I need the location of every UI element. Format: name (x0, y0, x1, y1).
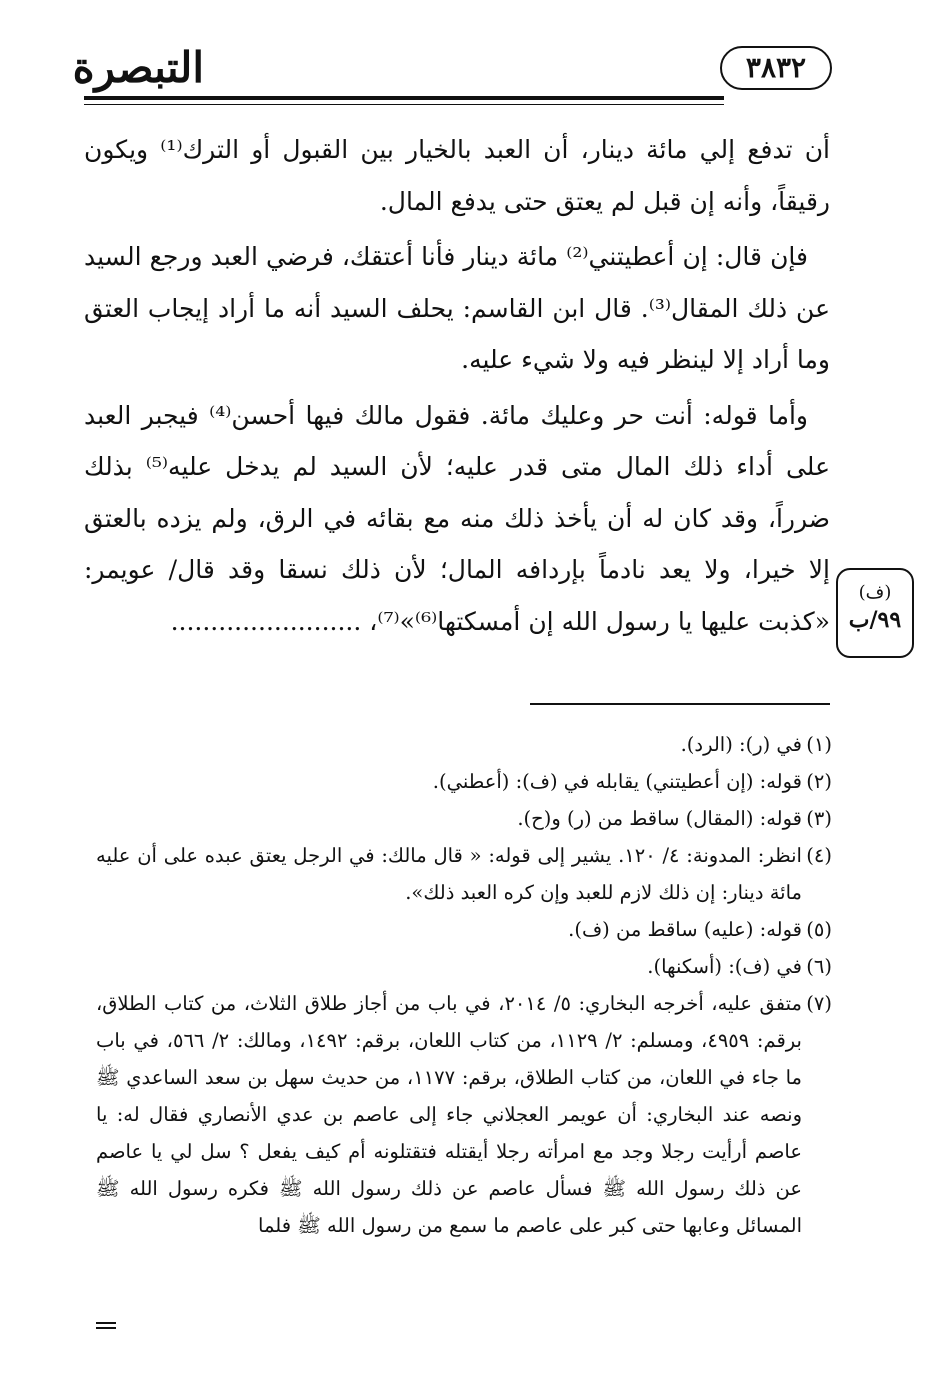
main-text (84, 124, 830, 651)
book-title: التبصرة (72, 43, 204, 92)
footnote-text: قوله: (إن أعطيتني) يقابله في (ف): (أعطني). (432, 770, 802, 793)
footnote-number: (٢) (806, 770, 832, 793)
footnote-6 (96, 948, 832, 985)
footnote-text: قوله: (المقال) ساقط من (ر) و(ح). (517, 807, 802, 830)
footnote-5 (96, 911, 832, 948)
header-rule-thin (84, 104, 724, 105)
margin-note-folio: ٩٩/ب (848, 607, 902, 633)
footnote-text: قوله: (عليه) ساقط من (ف). (568, 918, 802, 941)
footnote-2 (96, 763, 832, 800)
paragraph-2: فإن قال: إن أعطيتني⁽²⁾ مائة دينار فأنا أعتقك، فرضي العبد ورجع السيد عن ذلك المقال⁽³⁾. قال ابن القاسم: يحلف السيد أنه ما أراد إيجاب العتق وما أراد إلا لينظر فيه ولا شيء عليه. (84, 242, 830, 374)
paragraph-3: وأما قوله: أنت حر وعليك مائة. فقول مالك فيها أحسن⁽⁴⁾ فيجبر العبد على أداء ذلك المال متى قدر عليه؛ لأن السيد لم يدخل عليه⁽⁵⁾ بذلك ضرراً، وقد كان له أن يأخذ ذلك منه مع بقائه في الرق، ولم يزده بالعتق إلا خيرا، ولا يعد نادماً بإردافه المال؛ لأن ذلك نسقا وقد قال/ عويمر: «كذبت عليها يا رسول الله إن أمسكتها⁽⁶⁾»⁽⁷⁾، ........................ (84, 400, 830, 636)
footnote-number: (٥) (806, 918, 832, 941)
footnote-number: (٦) (806, 955, 832, 978)
footnote-1 (96, 726, 832, 763)
continuation-mark (96, 1327, 116, 1329)
continuation-mark (96, 1322, 116, 1324)
footnote-text: انظر: المدونة: ٤/ ١٢٠. يشير إلى قوله: « قال مالك: في الرجل يعتق عبده على أن عليه مائة دينار: إن ذلك لازم للعبد وإن كره العبد ذلك». (96, 844, 802, 904)
footnote-number: (٣) (806, 807, 832, 830)
footnote-number: (٧) (806, 992, 832, 1015)
footnote-number: (١) (806, 733, 832, 756)
footnote-number: (٤) (806, 844, 832, 867)
footnote-3 (96, 800, 832, 837)
paragraph-1: أن تدفع إلي مائة دينار، أن العبد بالخيار بين القبول أو الترك⁽¹⁾ ويكون رقيقاً، وأنه إن قبل لم يعتق حتى يدفع المال. (84, 135, 830, 216)
footnote-text: في (ف): (أسكنها). (647, 955, 802, 978)
page-number-badge: ٣٨٣٢ (720, 46, 832, 90)
header-rule (84, 96, 724, 100)
footnote-7 (96, 985, 832, 1244)
footnote-separator (530, 703, 830, 705)
footnote-text: في (ر): (الرد). (680, 733, 802, 756)
margin-note-source: (ف) (858, 582, 892, 603)
footnotes (96, 726, 832, 1244)
footnote-4 (96, 837, 832, 911)
manuscript-margin-note (836, 568, 914, 658)
footnote-text: متفق عليه، أخرجه البخاري: ٥/ ٢٠١٤، في باب من أجاز طلاق الثلاث، من كتاب الطلاق، برقم: ٤٩٥٩، ومسلم: ٢/ ١١٢٩، من كتاب اللعان، برقم: ١٤٩٢، ومالك: ٢/ ٥٦٦، في باب ما جاء في اللعان، من كتاب الطلاق، برقم: ١١٧٧، من حديث سهل بن سعد الساعدي ﷺ ونصه عند البخاري: أن عويمر العجلاني جاء إلى عاصم بن عدي الأنصاري فقال له: يا عاصم أرأيت رجلا وجد مع امرأته رجلا أيقتله فتقتلونه أم كيف يفعل ؟ سل لي يا عاصم عن ذلك رسول الله ﷺ فسأل عاصم عن ذلك رسول الله ﷺ فكره رسول الله ﷺ المسائل وعابها حتى كبر على عاصم ما سمع من رسول الله ﷺ فلما (96, 992, 802, 1237)
